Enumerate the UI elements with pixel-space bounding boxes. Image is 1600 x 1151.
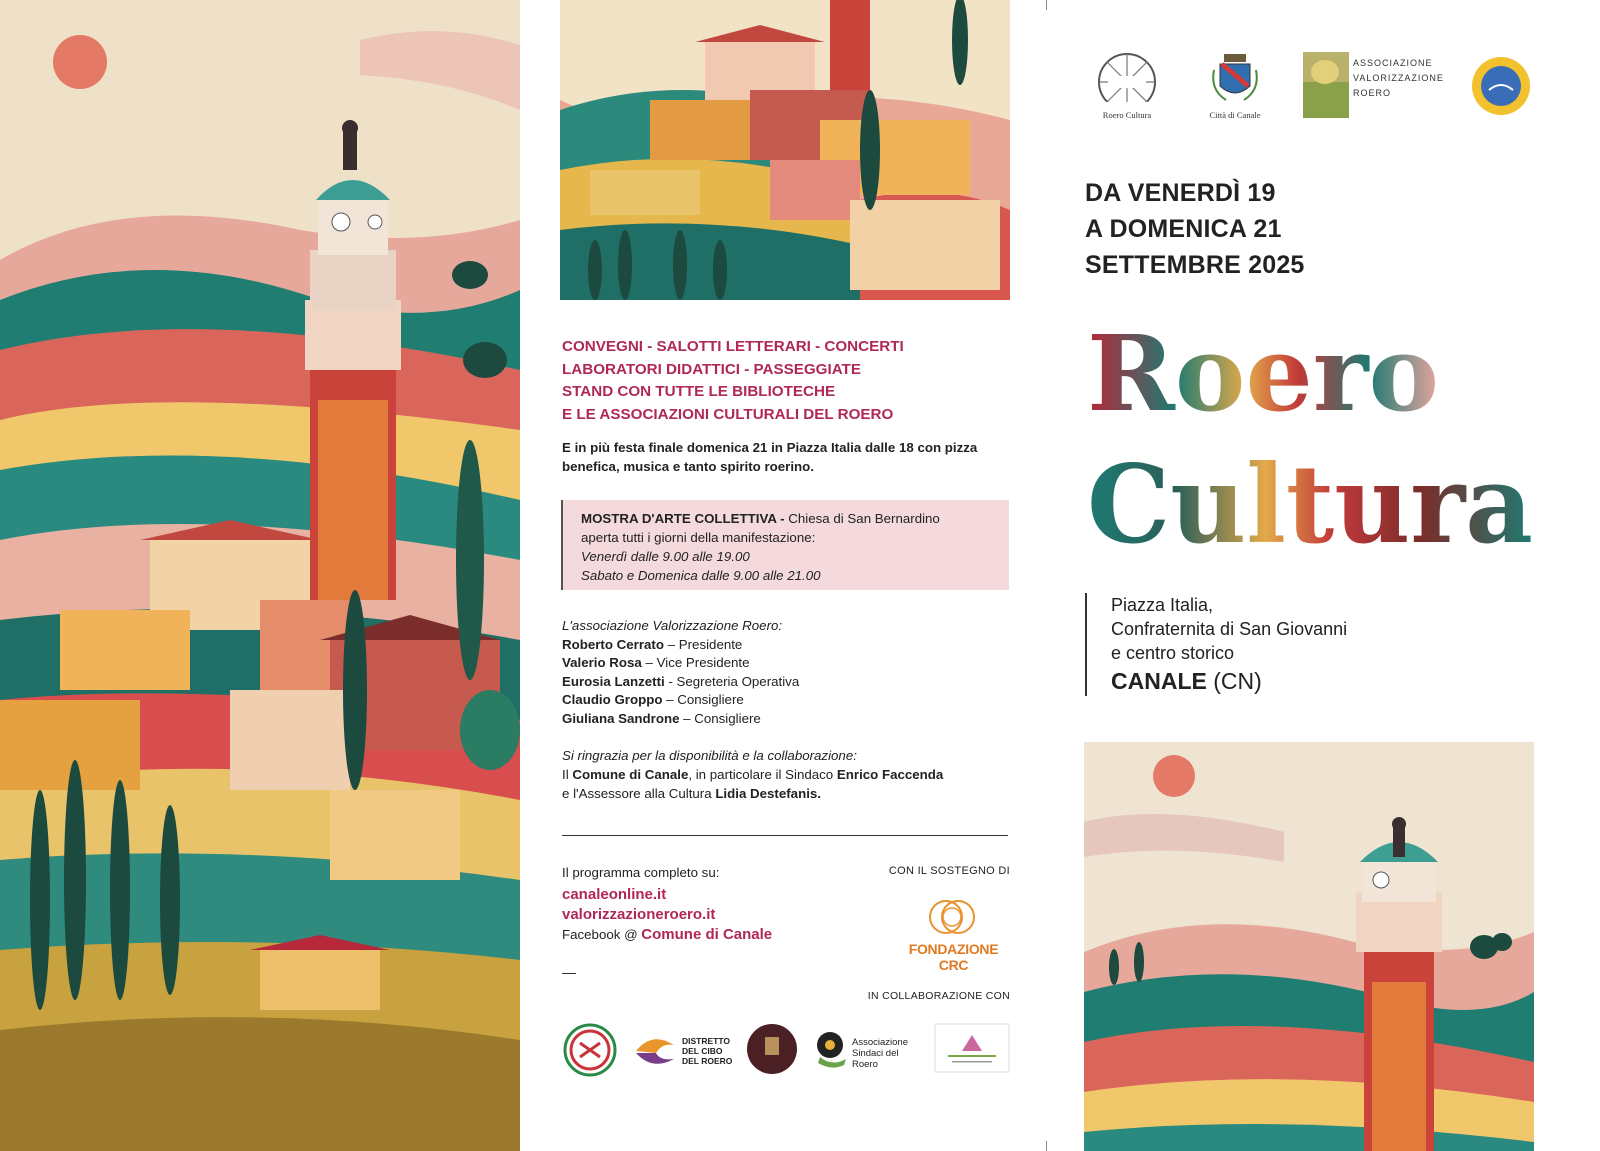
activity-line: E LE ASSOCIAZIONI CULTURALI DEL ROERO <box>562 405 894 423</box>
associazione-line: ROERO <box>1353 88 1392 98</box>
member-name: Eurosia Lanzetti <box>562 673 665 689</box>
village-illustration <box>560 0 1010 300</box>
date-line: DA VENERDÌ 19 <box>1085 179 1276 207</box>
activities-list <box>562 336 1012 426</box>
member-row <box>562 691 1012 710</box>
associazione-label <box>1353 56 1444 101</box>
associazione-line: ASSOCIAZIONE <box>1353 58 1433 68</box>
fondazione-crc-logo <box>896 893 1011 973</box>
programma-block <box>562 862 842 946</box>
roero-landscape-illustration <box>0 0 520 1151</box>
mostra-title-line <box>581 509 1009 528</box>
venue-line: Confraternita di San Giovanni <box>1111 619 1348 639</box>
mostra-weekend: Sabato e Domenica dalle 9.00 alle 21.00 <box>581 568 821 583</box>
tower-art <box>1084 742 1534 1151</box>
collaborazione-label: IN COLLABORAZIONE CON <box>867 990 1010 1002</box>
tower-illustration <box>1084 742 1534 1151</box>
facebook-prefix: Facebook @ <box>562 927 642 942</box>
thanks-text: , in particolare il Sindaco <box>688 767 837 782</box>
partner-logo-ente-turistico <box>934 1023 1010 1077</box>
member-name: Roberto Cerrato <box>562 636 664 652</box>
canale-coat-of-arms-icon <box>1200 50 1270 106</box>
divider <box>562 835 1008 836</box>
venue-province: (CN) <box>1206 668 1262 694</box>
venue-line: e centro storico <box>1111 643 1235 663</box>
sindaci-line: Associazione <box>852 1037 908 1048</box>
date-line: A DOMENICA 21 <box>1085 215 1282 243</box>
logo-roero-cultura-label: Roero Cultura <box>1102 110 1152 120</box>
title-word-1: Roero <box>1087 312 1439 435</box>
member-row <box>562 710 1012 729</box>
sindaci-label <box>852 1037 924 1070</box>
roero-cultura-wheel-icon <box>1084 50 1170 110</box>
roero-badge-icon <box>746 1023 798 1075</box>
thanks-line-1 <box>562 765 1012 784</box>
thanks-block <box>562 746 1012 803</box>
venue-city: CANALE <box>1111 668 1207 694</box>
mostra-friday: Venerdì dalle 9.00 alle 19.00 <box>581 549 750 564</box>
partner-logo-roero-badge <box>746 1023 798 1077</box>
associazione-painting-icon <box>1303 52 1349 118</box>
fold-mark <box>1046 0 1047 10</box>
thanks-assessore: Lidia Destefanis. <box>715 786 821 801</box>
short-dash <box>562 973 576 974</box>
sostegno-label: CON IL SOSTEGNO DI <box>888 865 1010 877</box>
activity-line: STAND CON TUTTE LE BIBLIOTECHE <box>562 383 836 400</box>
ente-turistico-icon <box>934 1023 1010 1073</box>
title-word-2: Cultura <box>1087 442 1533 568</box>
member-name: Valerio Rosa <box>562 655 642 671</box>
partner-logo-seal <box>562 1023 618 1077</box>
facebook-link[interactable]: Comune di Canale <box>641 926 773 943</box>
biblioteca-badge-icon <box>1470 56 1532 116</box>
venue-block <box>1085 593 1347 696</box>
title-art <box>1085 310 1545 570</box>
mostra-sep: - <box>776 511 789 526</box>
mostra-open: aperta tutti i giorni della manifestazione: <box>581 530 816 545</box>
village-art <box>560 0 1010 300</box>
venue-line: Piazza Italia, <box>1111 595 1214 615</box>
logo-roero-cultura <box>1084 50 1170 120</box>
programma-label: Il programma completo su: <box>562 865 720 880</box>
thanks-line-2 <box>562 784 1012 803</box>
sindaci-wheel-icon <box>814 1029 850 1069</box>
logo-citta-di-canale <box>1200 50 1270 120</box>
activity-line: LABORATORI DIDATTICI - PASSEGGIATE <box>562 360 861 378</box>
thanks-text: Il <box>562 767 573 782</box>
member-role: – Presidente <box>663 636 743 652</box>
association-block <box>562 617 1012 729</box>
associazione-line: VALORIZZAZIONE <box>1353 73 1444 83</box>
association-heading: L'associazione Valorizzazione Roero: <box>562 618 783 633</box>
member-role: – Consigliere <box>662 692 744 708</box>
member-role: – Consigliere <box>679 710 761 726</box>
member-row <box>562 636 1012 655</box>
mostra-box <box>561 500 1009 590</box>
event-dates <box>1085 175 1305 283</box>
distretto-line: DEL ROERO <box>682 1056 733 1066</box>
distretto-label <box>682 1036 732 1066</box>
mostra-place: Chiesa di San Bernardino <box>788 511 940 526</box>
event-title <box>1085 310 1545 570</box>
member-row <box>562 654 1012 673</box>
activity-line: CONVEGNI - SALOTTI LETTERARI - CONCERTI <box>562 338 904 355</box>
date-line: SETTEMBRE 2025 <box>1085 251 1305 279</box>
distretto-line: DEL CIBO <box>682 1046 723 1056</box>
thanks-comune: Comune di Canale <box>572 767 689 782</box>
italy-seal-icon <box>562 1023 618 1077</box>
crc-label: FONDAZIONE CRC <box>908 941 999 973</box>
thanks-text: e l'Assessore alla Cultura <box>562 786 716 801</box>
member-name: Claudio Groppo <box>562 692 663 708</box>
venue-city-line <box>1111 665 1347 697</box>
fold-mark <box>1046 1141 1047 1151</box>
sindaci-line: Sindaci del Roero <box>852 1048 899 1070</box>
partner-logo-distretto <box>632 1023 742 1077</box>
distretto-line: DISTRETTO <box>682 1036 731 1046</box>
member-name: Giuliana Sandrone <box>562 710 680 726</box>
member-role: – Vice Presidente <box>641 655 750 671</box>
distretto-cibo-icon <box>632 1031 678 1071</box>
logo-biblioteca-civica <box>1470 56 1532 121</box>
festa-note: E in più festa finale domenica 21 in Piazza Italia dalle 18 con pizza benefica, musica e tanto spirito roerino. <box>562 440 978 474</box>
thanks-sindaco: Enrico Faccenda <box>836 767 944 782</box>
link-valorizzazioneroero[interactable]: valorizzazioneroero.it <box>562 906 716 923</box>
link-canaleonline[interactable]: canaleonline.it <box>562 886 667 903</box>
mostra-title: MOSTRA D'ARTE COLLETTIVA <box>581 511 777 526</box>
member-row <box>562 673 1012 692</box>
facebook-line <box>562 924 842 946</box>
member-role: - Segreteria Operativa <box>664 673 800 689</box>
landscape-art <box>0 0 520 1151</box>
thanks-heading: Si ringrazia per la disponibilità e la collaborazione: <box>562 748 857 763</box>
logo-associazione-valorizzazione <box>1303 52 1443 118</box>
partner-logo-sindaci <box>814 1023 924 1077</box>
logo-citta-label: Città di Canale <box>1209 110 1261 120</box>
